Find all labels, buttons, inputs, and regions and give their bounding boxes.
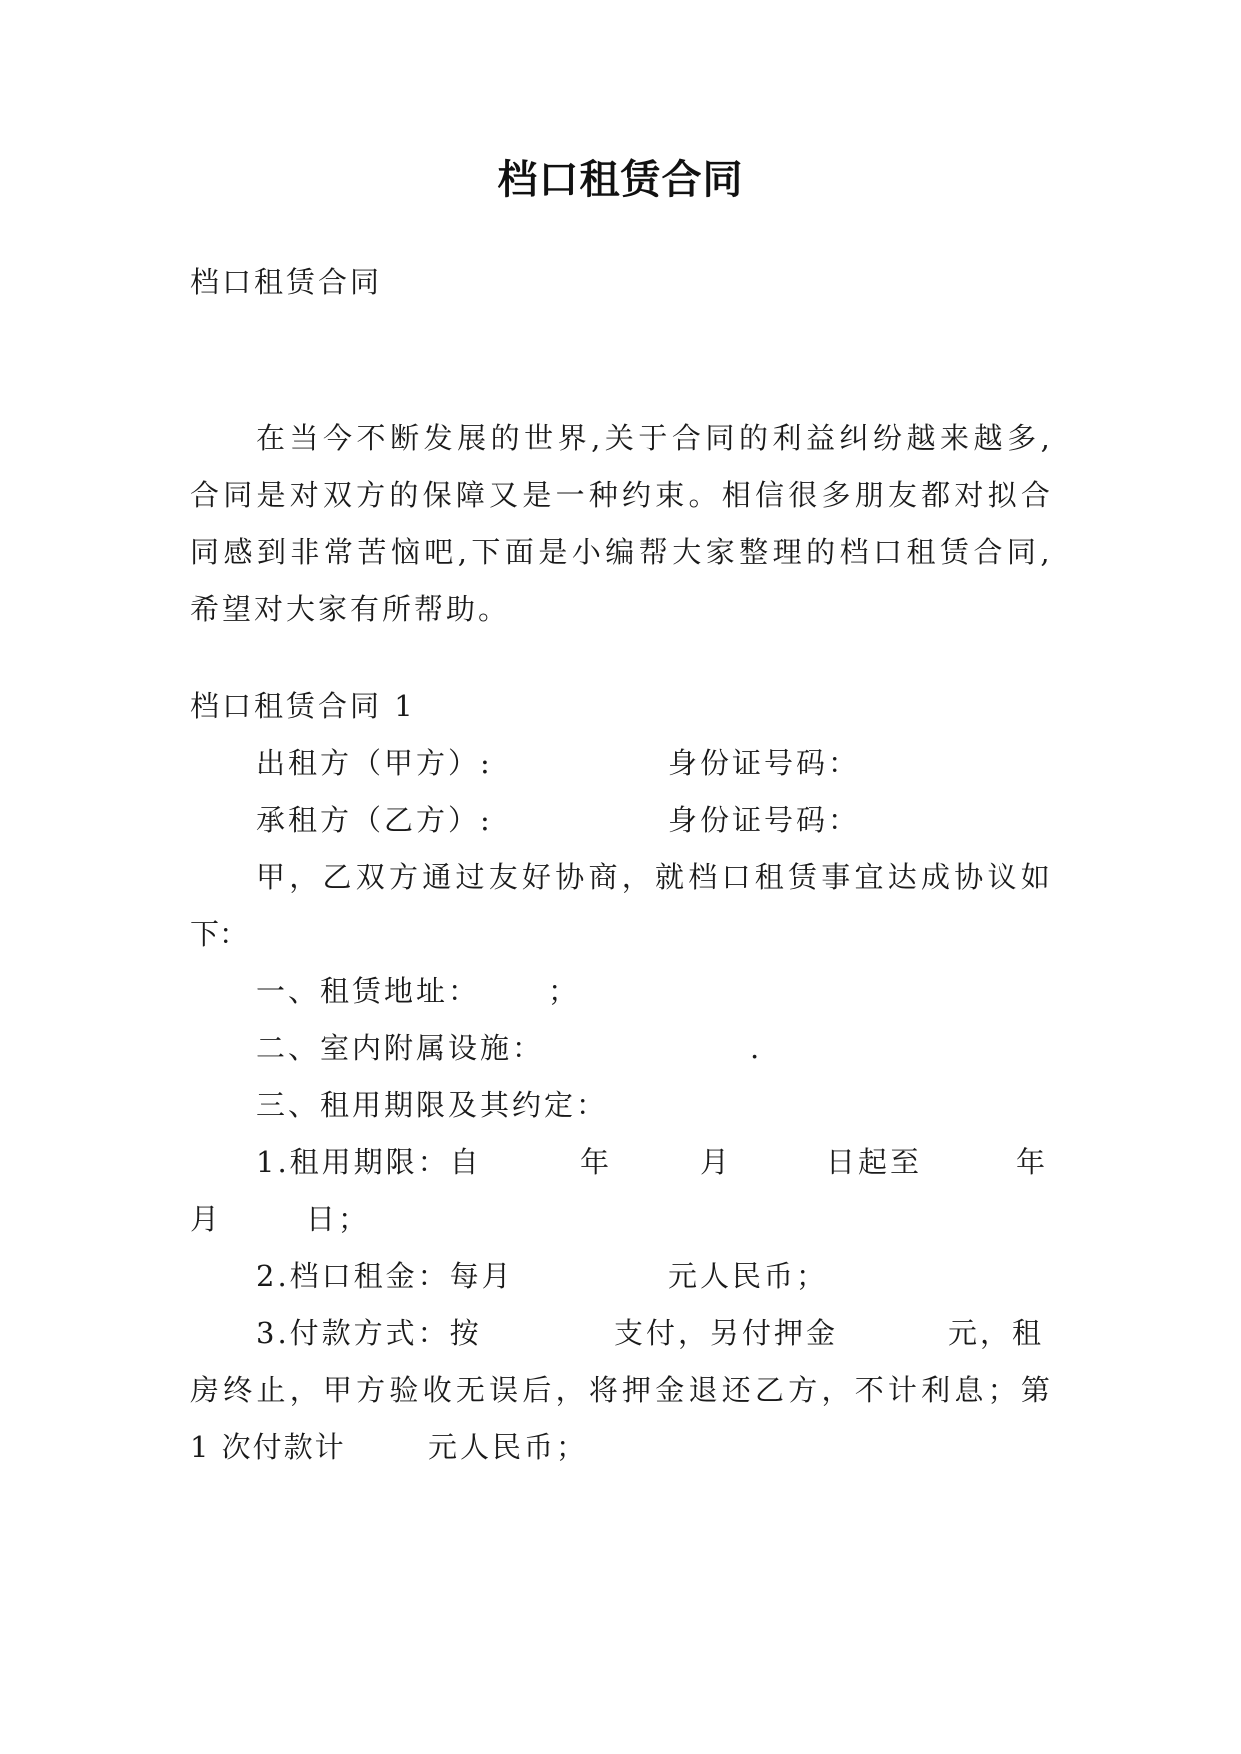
term-year-2: 年 <box>1016 1145 1049 1179</box>
term-day-2: 日； <box>306 1202 371 1236</box>
section-title: 档口租赁合同 1 <box>190 689 416 723</box>
intro-line-4: 希望对大家有所帮助。 <box>190 592 511 626</box>
term-day-1: 日起至 <box>826 1145 923 1179</box>
clause-2-label: 二、室内附属设施： <box>256 1031 545 1065</box>
rent-label: 2.档口租金：每月 <box>256 1259 514 1293</box>
payment-mid: 支付，另付押金 <box>614 1316 839 1350</box>
payment-line-2: 房 终 止 ， 甲 方 验 收 无 误 后 ， 将 押 金 退 还 乙 方 ， 不 计 利 息 ； 第 <box>190 1373 1050 1407</box>
lessor-id-label: 身份证号码： <box>668 746 861 780</box>
term-prefix: 1.租用期限：自 <box>256 1145 482 1179</box>
agreement-line-1: 甲 ， 乙 双 方 通 过 友 好 协 商 ， 就 档 口 租 赁 事 宜 达 成 协 议 如 <box>256 860 1050 894</box>
term-month-2: 月 <box>190 1202 223 1236</box>
intro-line-1: 在 当 今 不 断 发 展 的 世 界 , 关 于 合 同 的 利 益 纠 纷 越 来 越 多 , <box>256 421 1050 455</box>
term-month-1: 月 <box>700 1145 733 1179</box>
lessor-label: 出租方（甲方）: <box>256 746 493 780</box>
intro-line-3: 同 感 到 非 常 苦 恼 吧 , 下 面 是 小 编 帮 大 家 整 理 的 档 口 租 赁 合 同 , <box>190 535 1050 569</box>
clause-2-end: . <box>750 1031 763 1065</box>
payment-label: 3.付款方式：按 <box>256 1316 482 1350</box>
document-subtitle: 档口租赁合同 <box>190 265 383 299</box>
payment-line-3b: 元人民币； <box>428 1430 589 1464</box>
clause-1-label: 一、租赁地址： <box>256 974 481 1008</box>
payment-deposit-unit: 元，租 <box>948 1316 1045 1350</box>
clause-1-end: ； <box>548 974 581 1008</box>
document-title: 档口租赁合同 <box>497 157 744 203</box>
term-year-1: 年 <box>580 1145 613 1179</box>
payment-line-3a: 1 次付款计 <box>190 1430 346 1464</box>
lessee-label: 承租方（乙方）: <box>256 803 493 837</box>
intro-line-2: 合 同 是 对 双 方 的 保 障 又 是 一 种 约 束 。 相 信 很 多 朋 友 都 对 拟 合 <box>190 478 1050 512</box>
clause-3-label: 三、租用期限及其约定： <box>256 1088 609 1122</box>
rent-unit: 元人民币； <box>668 1259 829 1293</box>
agreement-line-2: 下： <box>190 917 249 951</box>
lessee-id-label: 身份证号码： <box>668 803 861 837</box>
